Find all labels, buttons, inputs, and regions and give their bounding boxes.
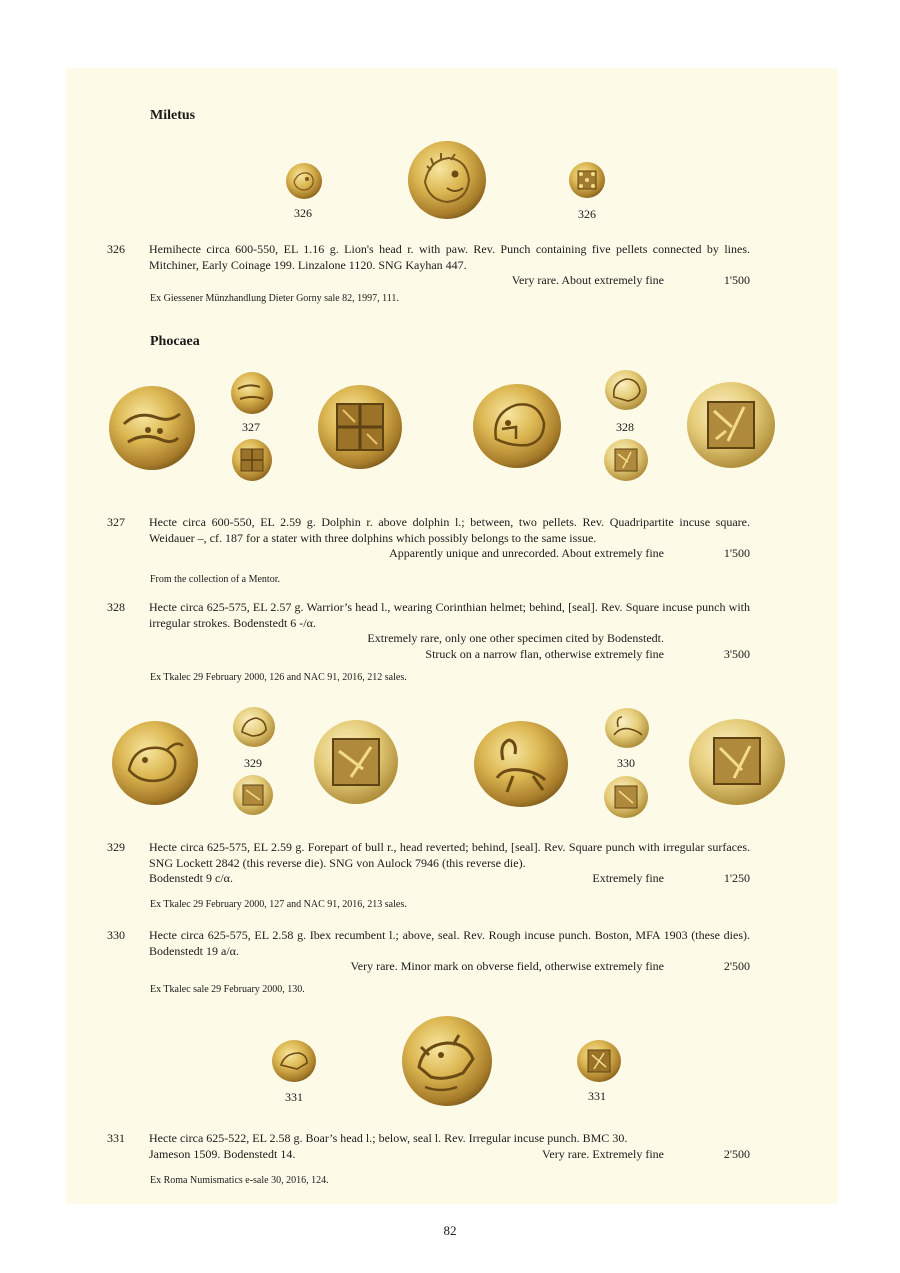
coin-label: 327 xyxy=(242,420,260,434)
coin-label: 330 xyxy=(617,756,635,770)
coin-329-reverse-enlarged xyxy=(313,719,399,805)
coin-329-reverse xyxy=(232,774,274,816)
page-number: 82 xyxy=(443,1223,457,1238)
coin-328-obverse xyxy=(604,369,648,411)
lot-price: 2'500 xyxy=(723,959,750,973)
coin-327-obverse xyxy=(230,371,274,415)
coin-label: 331 xyxy=(285,1090,303,1104)
lot-description: Hecte circa 625-575, EL 2.58 g. Ibex recumbent l.; above, seal. Rev. Rough incuse punch. Boston, MFA 1903 (these dies). Bodenstedt 19 a/α. xyxy=(149,928,750,958)
lot-grade: Very rare. Extremely fine xyxy=(542,1146,664,1161)
coin-330-reverse-enlarged xyxy=(688,718,786,806)
lot-provenance: Ex Roma Numismatics e-sale 30, 2016, 124. xyxy=(150,1175,329,1186)
lot-description: Hecte circa 625-575, EL 2.57 g. Warrior’s head l., wearing Corinthian helmet; behind, [seal]. Rev. Square incuse punch with irregular strokes. Bodenstedt 6 -/α. xyxy=(149,600,750,630)
lot-rarity: Extremely rare, only one other specimen cited by Bodenstedt. xyxy=(367,631,664,645)
lot-number: 326 xyxy=(107,242,125,256)
lot-description: Hecte circa 625-522, EL 2.58 g. Boar’s head l.; below, seal l. Rev. Irregular incuse punch. BMC 30. xyxy=(149,1131,628,1145)
lot-grade: Very rare. About extremely fine xyxy=(511,273,664,287)
coin-326-obverse-enlarged xyxy=(407,140,487,220)
coin-327-reverse xyxy=(231,438,273,482)
coin-326-obverse xyxy=(285,162,323,200)
lot-328-text xyxy=(149,600,750,662)
lot-number: 329 xyxy=(107,840,125,854)
coin-329-obverse-enlarged xyxy=(111,720,199,806)
lot-description: Hecte circa 600-550, EL 2.59 g. Dolphin r. above dolphin l.; between, two pellets. Rev. Quadripartite incuse square. Weidauer –, cf. 187 for a stater with three dolphins which possibly belongs to the same issue. xyxy=(149,515,750,545)
coin-331-reverse xyxy=(576,1039,622,1083)
lot-provenance: Ex Tkalec 29 February 2000, 126 and NAC 91, 2016, 212 sales. xyxy=(150,672,407,683)
coin-label: 331 xyxy=(588,1089,606,1103)
section-heading-phocaea: Phocaea xyxy=(150,334,200,349)
coin-328-reverse-enlarged xyxy=(686,381,776,469)
coin-330-obverse xyxy=(604,707,650,749)
lot-329-text xyxy=(149,840,750,887)
lot-grade: Struck on a narrow flan, otherwise extremely fine xyxy=(425,646,664,661)
coin-330-reverse xyxy=(603,775,649,819)
coin-331-obverse-enlarged xyxy=(401,1015,493,1107)
lot-price: 3'500 xyxy=(723,646,750,661)
coin-label: 328 xyxy=(616,420,634,434)
lot-grade: Apparently unique and unrecorded. About extremely fine xyxy=(389,546,664,560)
lot-number: 330 xyxy=(107,928,125,942)
coin-label: 326 xyxy=(578,207,596,221)
lot-provenance: From the collection of a Mentor. xyxy=(150,574,280,585)
coin-328-reverse xyxy=(603,438,649,482)
coin-328-obverse-enlarged xyxy=(472,383,562,469)
lot-reference: Bodenstedt 9 c/α. xyxy=(149,871,233,885)
coin-label: 329 xyxy=(244,756,262,770)
lot-price: 1'500 xyxy=(723,546,750,560)
coin-327-reverse-enlarged xyxy=(317,384,403,470)
lot-provenance: Ex Giessener Münzhandlung Dieter Gorny sale 82, 1997, 111. xyxy=(150,293,399,304)
lot-331-text xyxy=(149,1131,750,1162)
lot-number: 331 xyxy=(107,1131,125,1145)
lot-provenance: Ex Tkalec sale 29 February 2000, 130. xyxy=(150,984,305,995)
lot-reference: Jameson 1509. Bodenstedt 14. xyxy=(149,1146,296,1161)
lot-grade: Extremely fine xyxy=(592,871,664,885)
lot-price: 2'500 xyxy=(723,1146,750,1161)
lot-price: 1'250 xyxy=(723,871,750,885)
lot-provenance: Ex Tkalec 29 February 2000, 127 and NAC 91, 2016, 213 sales. xyxy=(150,899,407,910)
coin-label: 326 xyxy=(294,206,312,220)
lot-description: Hecte circa 625-575, EL 2.59 g. Forepart of bull r., head reverted; behind, [seal]. Rev. Square punch with irregular surfaces. SNG Lockett 2842 (this reverse die). SNG von Aulock 7946 (this reverse die). xyxy=(149,840,750,870)
lot-price: 1'500 xyxy=(723,273,750,287)
lot-327-text xyxy=(149,515,750,562)
coin-330-obverse-enlarged xyxy=(473,720,569,808)
lot-grade: Very rare. Minor mark on obverse field, otherwise extremely fine xyxy=(350,959,664,973)
coin-326-reverse xyxy=(568,161,606,199)
lot-number: 328 xyxy=(107,600,125,614)
coin-329-obverse xyxy=(232,706,276,748)
section-heading-miletus: Miletus xyxy=(150,108,196,123)
lot-description: Hemihecte circa 600-550, EL 1.16 g. Lion's head r. with paw. Rev. Punch containing five pellets connected by lines. Mitchiner, Early Coinage 199. Linzalone 1120. SNG Kayhan 447. xyxy=(149,242,750,272)
spacer xyxy=(664,631,750,647)
lot-330-text xyxy=(149,928,750,975)
coin-331-obverse xyxy=(271,1039,317,1083)
lot-326-text xyxy=(149,242,750,289)
lot-number: 327 xyxy=(107,515,125,529)
coin-327-obverse-enlarged xyxy=(108,384,196,472)
